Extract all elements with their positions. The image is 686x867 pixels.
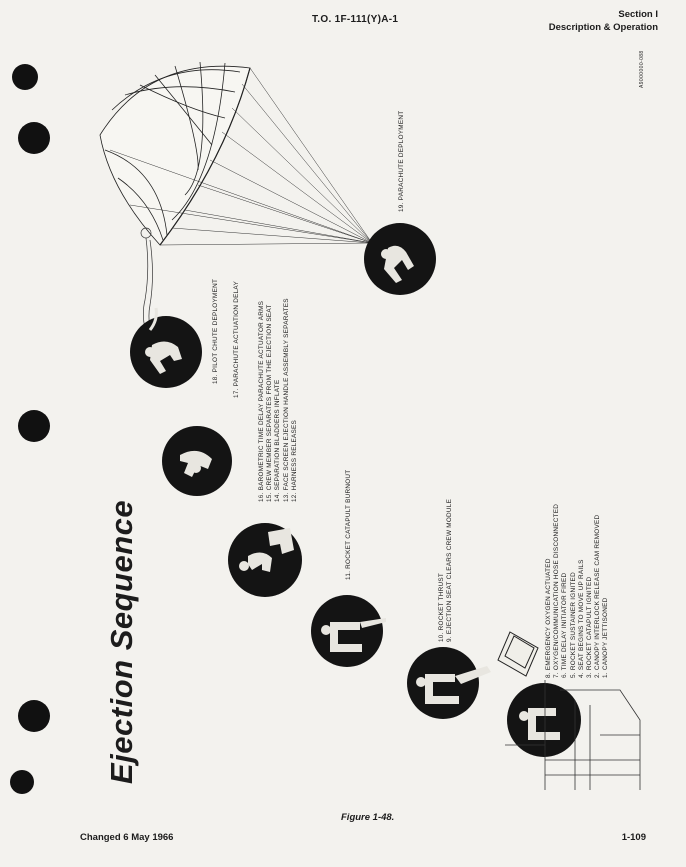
jettisoned-canopy-icon — [498, 632, 538, 676]
section-number: Section I — [618, 9, 658, 20]
change-date: Changed 6 May 1966 — [80, 832, 174, 843]
stage-19-vignette — [364, 223, 436, 295]
label-line: 3. ROCKET CATAPULT IGNITED — [586, 576, 594, 678]
label-line: 13. FACE SCREEN EJECTION HANDLE ASSEMBLY SEPARATES — [282, 298, 290, 502]
section-title: Description & Operation — [548, 22, 658, 33]
stage-16-12-labels — [258, 298, 299, 502]
page-number: 1-109 — [621, 832, 646, 843]
label-line: 16. BAROMETRIC TIME DELAY PARACHUTE ACTUATOR ARMS — [258, 300, 265, 502]
stage-10-9-labels — [438, 499, 454, 642]
label-line: 4. SEAT BEGINS TO MOVE UP RAILS — [577, 559, 585, 678]
stage-16-vignette — [228, 523, 302, 597]
stage-10-vignette — [407, 647, 491, 719]
stage-8-1-labels — [545, 504, 611, 678]
label-line: 9. EJECTION SEAT CLEARS CREW MODULE — [446, 498, 454, 642]
label-line: 11. ROCKET CATAPULT BURNOUT — [345, 469, 352, 580]
stage-11-vignette — [311, 595, 386, 667]
stage-17-vignette — [162, 426, 232, 496]
stage-18-vignette — [130, 308, 202, 388]
stage-11-label — [345, 470, 353, 580]
to-number: T.O. 1F-111(Y)A-1 — [312, 14, 399, 25]
stage-18-label — [212, 279, 220, 384]
label-line: 14. SEPARATION BLADDERS INFLATE — [274, 379, 282, 502]
stage-19-label — [398, 111, 406, 212]
label-line: 7. OXYGEN/COMMUNICATION HOSE DISCONNECTED — [553, 503, 561, 678]
stage-8-vignette — [507, 683, 581, 757]
figure-caption: Figure 1-48. — [341, 812, 395, 823]
label-line: 5. ROCKET SUSTAINER IGNITED — [569, 572, 577, 678]
label-line: 12. HARNESS RELEASES — [290, 419, 298, 502]
stage-17-label — [233, 281, 241, 398]
page-title: Ejection Sequence — [104, 499, 139, 784]
label-line: 6. TIME DELAY INITIATOR FIRED — [561, 572, 569, 678]
label-line: 8. EMERGENCY OXYGEN ACTUATED — [545, 558, 552, 678]
label-line: 1. CANOPY JETTISONED — [602, 597, 610, 678]
document-code: A9000000-088 — [639, 50, 645, 88]
label-line: 2. CANOPY INTERLOCK RELEASE CAM REMOVED — [594, 514, 602, 678]
label-line: 18. PILOT CHUTE DEPLOYMENT — [212, 278, 219, 384]
label-line: 15. CREW MEMBER SEPARATES FROM THE EJECTION SEAT — [266, 304, 274, 502]
label-line: 19. PARACHUTE DEPLOYMENT — [398, 110, 405, 212]
label-line: 17. PARACHUTE ACTUATION DELAY — [233, 281, 240, 398]
label-line: 10. ROCKET THRUST — [438, 573, 445, 642]
